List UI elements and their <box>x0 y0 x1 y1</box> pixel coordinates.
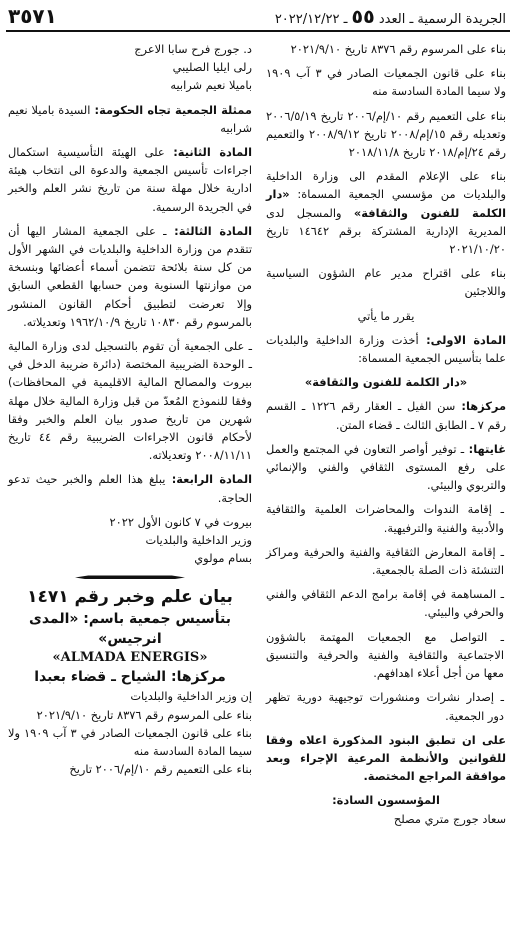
article-label: المادة الرابعة: <box>165 472 252 487</box>
founder-name: باميلا نعيم شرابيه <box>170 78 252 93</box>
list-item: ـ إقامة الندوات والمحاضرات العلمية والثقافية والأدبية والفنية والترفيهية. <box>266 502 504 535</box>
notice-title: بيان علم وخبر رقم ١٤٧١ <box>27 587 233 608</box>
article-text: يبلغ هذا العلم والخبر حيث تدعو الحاجة. <box>8 472 252 505</box>
article-3 <box>8 222 252 331</box>
article-label: المادة الاولى: <box>418 332 506 347</box>
left-column <box>8 40 252 779</box>
headquarters <box>266 397 506 433</box>
text: بناء على الإعلام المقدم الى وزارة الداخلية والبلديات من مؤسسي الجمعية المسماة: <box>266 169 506 202</box>
founder-name: سعاد جورج متري مصلح <box>393 811 506 826</box>
paragraph: إن وزير الداخلية والبلديات <box>130 689 252 704</box>
label: غايتها: <box>464 441 506 456</box>
page-number: ٣٥٧١ <box>8 4 57 28</box>
label: ممثلة الجمعية تجاه الحكومة: <box>90 102 252 117</box>
representative <box>8 101 252 137</box>
value: السيدة باميلا نعيم شرابيه <box>8 102 252 135</box>
list-item: ـ إصدار نشرات ومنشورات توجيهية دورية تظهر دور الجمعية. <box>266 690 504 723</box>
list-item: ـ المساهمة في إقامة برامج الدعم الثقافي والفني والحرفي والبيئي. <box>266 587 504 620</box>
paragraph: بناء على التعميم رقم ١٠/إم/٢٠٠٦ تاريخ ٢٠٠٦/٥/١٩ وتعديله رقم ١٥/إم/٢٠٠٨ تاريخ ٢٠٠٨/٩/١٢ والتعميم رقم ٢٤/إم/٢٠١٨ تاريخ ٢٠١٨/١١/٨ <box>266 108 506 160</box>
paragraph: بناء على اقتراح مدير عام الشؤون السياسية واللاجئين <box>266 266 506 299</box>
paragraph: بناء على المرسوم رقم ٨٣٧٦ تاريخ ٢٠٢١/٩/١٠ <box>36 707 252 722</box>
condition: على ان تطبق البنود المذكورة اعلاه وفقا للقوانين والأنظمة المرعية الإجراء وبعد موافقة المراجع المختصة. <box>266 732 506 784</box>
section-divider <box>75 575 185 579</box>
notice-headquarters: مركزها: الشياح ـ قضاء بعبدا <box>34 669 226 686</box>
label: مركزها: <box>455 399 506 414</box>
text: والمسجل لدى المديرية الإدارية المشتركة برقم ١٤٦٤٢ تاريخ ٢٠٢١/١٠/٢٠ <box>266 205 506 257</box>
article-text: أخذت وزارة الداخلية والبلديات علما بتأسيس الجمعية المسماة: <box>266 332 506 366</box>
value: سن الفيل ـ العقار رقم ١٢٢٦ ـ القسم رقم ٧ ـ الطابق الثالث ـ قضاء المتن. <box>266 399 506 432</box>
issue-number: ٥٥ <box>351 6 375 28</box>
paragraph: بناء على قانون الجمعيات الصادر في ٣ آب ١٩٠٩ ولا سيما المادة السادسة منه <box>8 725 252 759</box>
signature-title: وزير الداخلية والبلديات <box>145 533 252 548</box>
notice-english-name: «ALMADA ENERGIS» <box>52 650 208 666</box>
paragraph: ـ على الجمعية أن تقوم بالتسجيل لدى وزارة المالية ـ الوحدة الضريبية المختصة (دائرة ضريبة الدخل في بيروت والمصالح المالية الاقليمية في المحافظات) وفقا للنموذج المُعدّ من قبل وزارة المالية خلال مهلة شهرين من تاريخ صدور بيان العلم والخبر وفقا لأحكام قانون الاجراءات الضريبية رقم ٤٤ تاريخ ٢٠٠٨/١١/١١ وتعديلاته. <box>8 339 252 463</box>
page-header <box>0 0 516 32</box>
header-rule <box>6 30 510 32</box>
article-1 <box>266 331 506 367</box>
paragraph: بناء على قانون الجمعيات الصادر في ٣ آب ١٩٠٩ ولا سيما المادة السادسة منه <box>266 66 506 99</box>
article-text: على الهيئة التأسيسية استكمال اجراءات تأسيس الجمعية والدعوة الى انتخاب هيئة ادارية خلال مهلة سنة من تاريخ نشر العلم والخبر في الجريدة الرسمية. <box>8 145 252 214</box>
goals <box>266 440 506 495</box>
article-4 <box>8 470 252 506</box>
article-2 <box>8 143 252 216</box>
list-item: ـ التواصل مع الجمعيات المهتمة بالشؤون الاجتماعية والثقافية والفنية والحرفية والتنسيق معها من أجل أعلاء اهدافهم. <box>266 629 504 681</box>
article-label: المادة الثالثة: <box>166 223 253 238</box>
value: ـ توفير أواصر التعاون في المجتمع والعمل على رفع المستوى الثقافي والفني والإنمائي والتربوي والبيئي. <box>266 441 506 493</box>
association-name: «دار الكلمة للفنون والثقافة» <box>266 187 506 220</box>
notice-subtitle: بتأسيس جمعية باسم: «المدى انرجيس» <box>29 611 231 648</box>
article-text: ـ على الجمعية المشار اليها أن تتقدم من وزارة الداخلية والبلديات في الشهر الأول من كل سنة بلائحة تتضمن أسماء أعضائها وبنسخة من موازنتها السنوية ومن حسابها القطعي السابق وإلا تعرضت لتطبيق أحكام القانون المنشور بالمرسوم رقم ١٠٨٣٠ تاريخ ١٩٦٢/١٠/٩ وتعديلاته. <box>8 223 252 329</box>
decides-heading: يقرر ما يأتي <box>357 308 415 323</box>
signature-date: بيروت في ٧ كانون الأول ٢٠٢٢ <box>109 514 252 529</box>
founder-name: د. جورج فرح سابا الاعرج <box>134 42 252 56</box>
signature-name: بسام مولوي <box>194 551 252 566</box>
article-label: المادة الثانية: <box>164 145 252 160</box>
right-column <box>266 40 506 828</box>
issue-date: ـ ٢٠٢٢/١٢/٢٢ <box>274 12 348 27</box>
paragraph: بناء على المرسوم رقم ٨٣٧٦ تاريخ ٢٠٢١/٩/١٠ <box>290 42 506 56</box>
gazette-title <box>275 6 506 28</box>
gazette-title-prefix: الجريدة الرسمية ـ العدد <box>378 12 506 27</box>
founder-name: رلى ايليا الصليبي <box>172 60 252 75</box>
list-item: ـ إقامة المعارض الثقافية والفنية والحرفية ومراكز التنشئة ذات الصلة بالجمعية. <box>266 544 504 578</box>
association-name: «دار الكلمة للفنون والثقافة» <box>304 375 468 390</box>
founders-label: المؤسسون السادة: <box>332 793 440 808</box>
paragraph: بناء على التعميم رقم ١٠/إم/٢٠٠٦ تاريخ <box>69 762 252 777</box>
paragraph <box>266 167 506 258</box>
